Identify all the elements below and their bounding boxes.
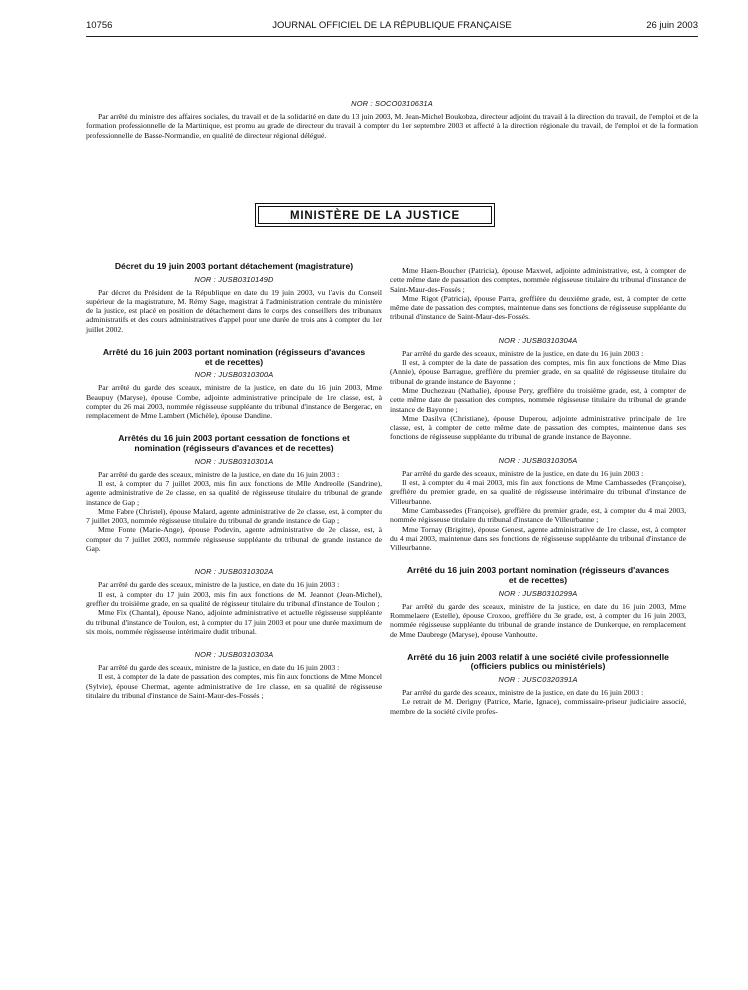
decree-title: Arrêté du 16 juin 2003 relatif à une société civile professionnelle (officiers publics ou ministériels) <box>407 651 669 672</box>
decree-section <box>390 653 686 716</box>
decree-paragraph: Par décret du Président de la République en date du 19 juin 2003, vu l'avis du Conseil supérieur de la magistrature, M. Rémy Sage, magistrat à l'administration centrale du ministère de la justice, est placé en position de détachement dans le corps des conseillers des tribunaux administratifs et des cours administratives d'appel pour une durée de trois ans à compter du 1er juillet 2002. <box>86 287 382 334</box>
decree-paragraph: Par arrêté du garde des sceaux, ministre de la justice, en date du 16 juin 2003, Mme Beaupuy (Maryse), épouse Combe, adjointe administrative principale de 1re classe, est, à compter du 26 mai 2003, nommée régisseuse suppléante du tribunal d'instance de Bergerac, en remplacement de Mme Lambert (Michèle), épouse Dandine. <box>86 383 382 421</box>
journal-title: JOURNAL OFFICIEL DE LA RÉPUBLIQUE FRANÇAISE <box>272 20 512 31</box>
decree-title: Arrêté du 16 juin 2003 portant nomination (régisseurs d'avances et de recettes) <box>406 565 670 586</box>
decree-section <box>390 266 686 322</box>
decree-paragraph: Par arrêté du garde des sceaux, ministre de la justice, en date du 16 juin 2003 : <box>98 580 340 590</box>
nor-reference: NOR : JUSB0310303A <box>194 650 274 660</box>
nor-reference: NOR : SOCO0310631A <box>351 99 433 108</box>
decree-section <box>390 456 686 553</box>
decree-paragraph: Par arrêté du garde des sceaux, ministre de la justice, en date du 16 juin 2003 : <box>98 469 340 479</box>
nor-reference: NOR : JUSB0310304A <box>498 335 578 345</box>
decree-paragraph: Il est, à compter du 17 juin 2003, mis fin aux fonctions de M. Jeannot (Jean-Michel), greffier du troisième grade, en sa qualité de régisseur titulaire du tribunal d'instance de Toulon ; <box>86 589 382 608</box>
nor-reference: NOR : JUSB0310299A <box>498 588 578 598</box>
page-header <box>86 18 698 34</box>
nor-reference: NOR : JUSB0310300A <box>194 370 274 380</box>
decree-paragraph: Mme Fonte (Marie-Ange), épouse Podevin, agente administrative de 2e classe, est, à compter du 7 juillet 2003, nommée régisseuse suppléante du tribunal de grande instance de Gap. <box>86 525 382 554</box>
header-rule <box>86 36 698 37</box>
decree-paragraph: Il est, à compter de la date de passation des comptes, mis fin aux fonctions de Mme Dias (Annie), épouse Barrague, greffière du premier grade, en sa qualité de régisseuse titulaire du tribunal de grande instance de Bayonne ; <box>390 358 686 386</box>
nor-reference: NOR : JUSB0310149D <box>194 274 274 284</box>
ministry-heading-box <box>255 203 495 227</box>
decree-section <box>86 262 382 334</box>
decree-paragraph: Mme Dasilva (Christiane), épouse Duperou, adjointe administrative principale de 1re classe, est, à compter de cette même date de passation des comptes, maintenue dans ses fonctions de régisseuse suppléante du tribunal de grande instance de Bayonne. <box>390 413 686 442</box>
right-column <box>390 266 686 716</box>
nor-reference: NOR : JUSB0310302A <box>194 567 274 577</box>
publication-date: 26 juin 2003 <box>646 20 698 31</box>
decree-paragraph: Par arrêté du garde des sceaux, ministre de la justice, en date du 16 juin 2003, Mme Rommelaere (Estelle), épouse Croxoo, greffière du 3e grade, est, à compter du 16 juin 2003, nommée régisseuse suppléante du tribunal de grande instance de Dunkerque, en remplacement de Mme Daubrege (Maryse), épouse Vanhoutte. <box>390 601 686 639</box>
decree-section <box>390 566 686 638</box>
nor-reference: NOR : JUSB0310305A <box>498 455 578 465</box>
decree-paragraph: Mme Rigot (Patricia), épouse Parra, greffière du deuxième grade, est, à compter de cette même date de passation des comptes, maintenue dans ses fonctions de régisseuse suppléante du tribunal d'instance de Saint-Maur-des-Fossés. <box>390 293 686 322</box>
left-column <box>86 262 382 700</box>
ministry-heading: MINISTÈRE DE LA JUSTICE <box>258 206 492 224</box>
nor-reference: NOR : JUSC0320391A <box>498 674 578 684</box>
decree-paragraph: Le retrait de M. Derigny (Patrice, Marie, Ignace), commissaire-priseur judiciaire associé, membre de la société civile profes- <box>390 697 686 716</box>
decree-title: Arrêté du 16 juin 2003 portant nomination (régisseurs d'avances et de recettes) <box>102 347 366 367</box>
decree-paragraph: Par arrêté du garde des sceaux, ministre de la justice, en date du 16 juin 2003 : <box>402 348 644 358</box>
decree-title: Arrêtés du 16 juin 2003 portant cessation de fonctions et nomination (régisseurs d'avances et de recettes) <box>118 433 350 454</box>
decree-paragraph: Mme Fabre (Christel), épouse Malard, agente administrative de 2e classe, est, à compter du 7 juillet 2003, nommée régisseuse titulaire du tribunal de grande instance de Gap ; <box>86 506 382 526</box>
decree-title: Décret du 19 juin 2003 portant détachement (magistrature) <box>114 261 354 271</box>
nor-reference: NOR : JUSB0310301A <box>194 456 274 466</box>
top-notice <box>86 96 698 140</box>
decree-paragraph: Il est, à compter du 7 juillet 2003, mis fin aux fonctions de Mlle Andreolle (Sandrine), agente administrative de 2e classe, en sa qualité de régisseuse titulaire du tribunal de grande instance de Gap ; <box>86 478 382 507</box>
notice-paragraph: Par arrêté du ministre des affaires sociales, du travail et de la solidarité en date du 13 juin 2003, M. Jean-Michel Boukobza, directeur adjoint du travail à la direction du travail, de l'emploi et de la formation professionnelle de la Martinique, est promu au grade de directeur du travail à compter du 1er septembre 2003 et affecté à la direction régionale du travail, de l'emploi et de la formation professionnelle de Basse-Normandie, en qualité de directeur régional délégué. <box>86 112 698 140</box>
decree-paragraph: Mme Tornay (Brigitte), épouse Genest, agente administrative de 1re classe, est, à compter du 4 mai 2003, maintenue dans ses fonctions de régisseuse suppléante du tribunal d'instance de Villeurbanne. <box>390 524 686 553</box>
decree-section <box>86 348 382 420</box>
decree-section <box>86 567 382 636</box>
decree-paragraph: Mme Fix (Chantal), épouse Nano, adjointe administrative et actuelle régisseuse suppléante du tribunal d'instance de Toulon, est, à compter du 17 juin 2003 et pour une durée maximum de six mois, nommée régisseuse intérimaire dudit tribunal. <box>86 608 382 636</box>
decree-section <box>390 336 686 442</box>
decree-paragraph: Par arrêté du garde des sceaux, ministre de la justice, en date du 16 juin 2003 : <box>98 663 340 673</box>
decree-paragraph: Il est, à compter du 4 mai 2003, mis fin aux fonctions de Mme Cambassedes (Françoise), greffière du premier grade, en sa qualité de régisseuse intérimaire du tribunal d'instance de Villeurbanne. <box>390 478 686 506</box>
decree-paragraph: Mme Cambassedes (Françoise), greffière du premier grade, est, à compter du 4 mai 2003, nommée régisseuse titulaire du tribunal d'instance de Villeurbanne ; <box>390 505 686 525</box>
decree-paragraph: Mme Duchezeau (Nathalie), épouse Pery, greffière du troisième grade, est, à compter de cette même date de passation des comptes, nommée régisseuse titulaire du tribunal de grande instance de Bayonne ; <box>390 385 686 414</box>
decree-section <box>86 434 382 553</box>
decree-paragraph: Par arrêté du garde des sceaux, ministre de la justice, en date du 16 juin 2003 : <box>402 687 644 697</box>
decree-paragraph: Il est, à compter de la date de passation des comptes, mis fin aux fonctions de Mme Moncel (Sylvie), épouse Chermat, agente administrative de 1re classe, en sa qualité de régisseuse titulaire du tribunal d'instance de Saint-Maur-des-Fossés ; <box>86 672 382 700</box>
decree-section <box>86 650 382 700</box>
page-number: 10756 <box>86 20 113 31</box>
decree-paragraph: Par arrêté du garde des sceaux, ministre de la justice, en date du 16 juin 2003 : <box>402 468 644 478</box>
decree-paragraph: Mme Haen-Boucher (Patricia), épouse Maxwel, adjointe administrative, est, à compter de cette même date de passation des comptes, nommée régisseuse titulaire du tribunal d'instance de Saint-Maur-des-Fossés ; <box>390 266 686 294</box>
